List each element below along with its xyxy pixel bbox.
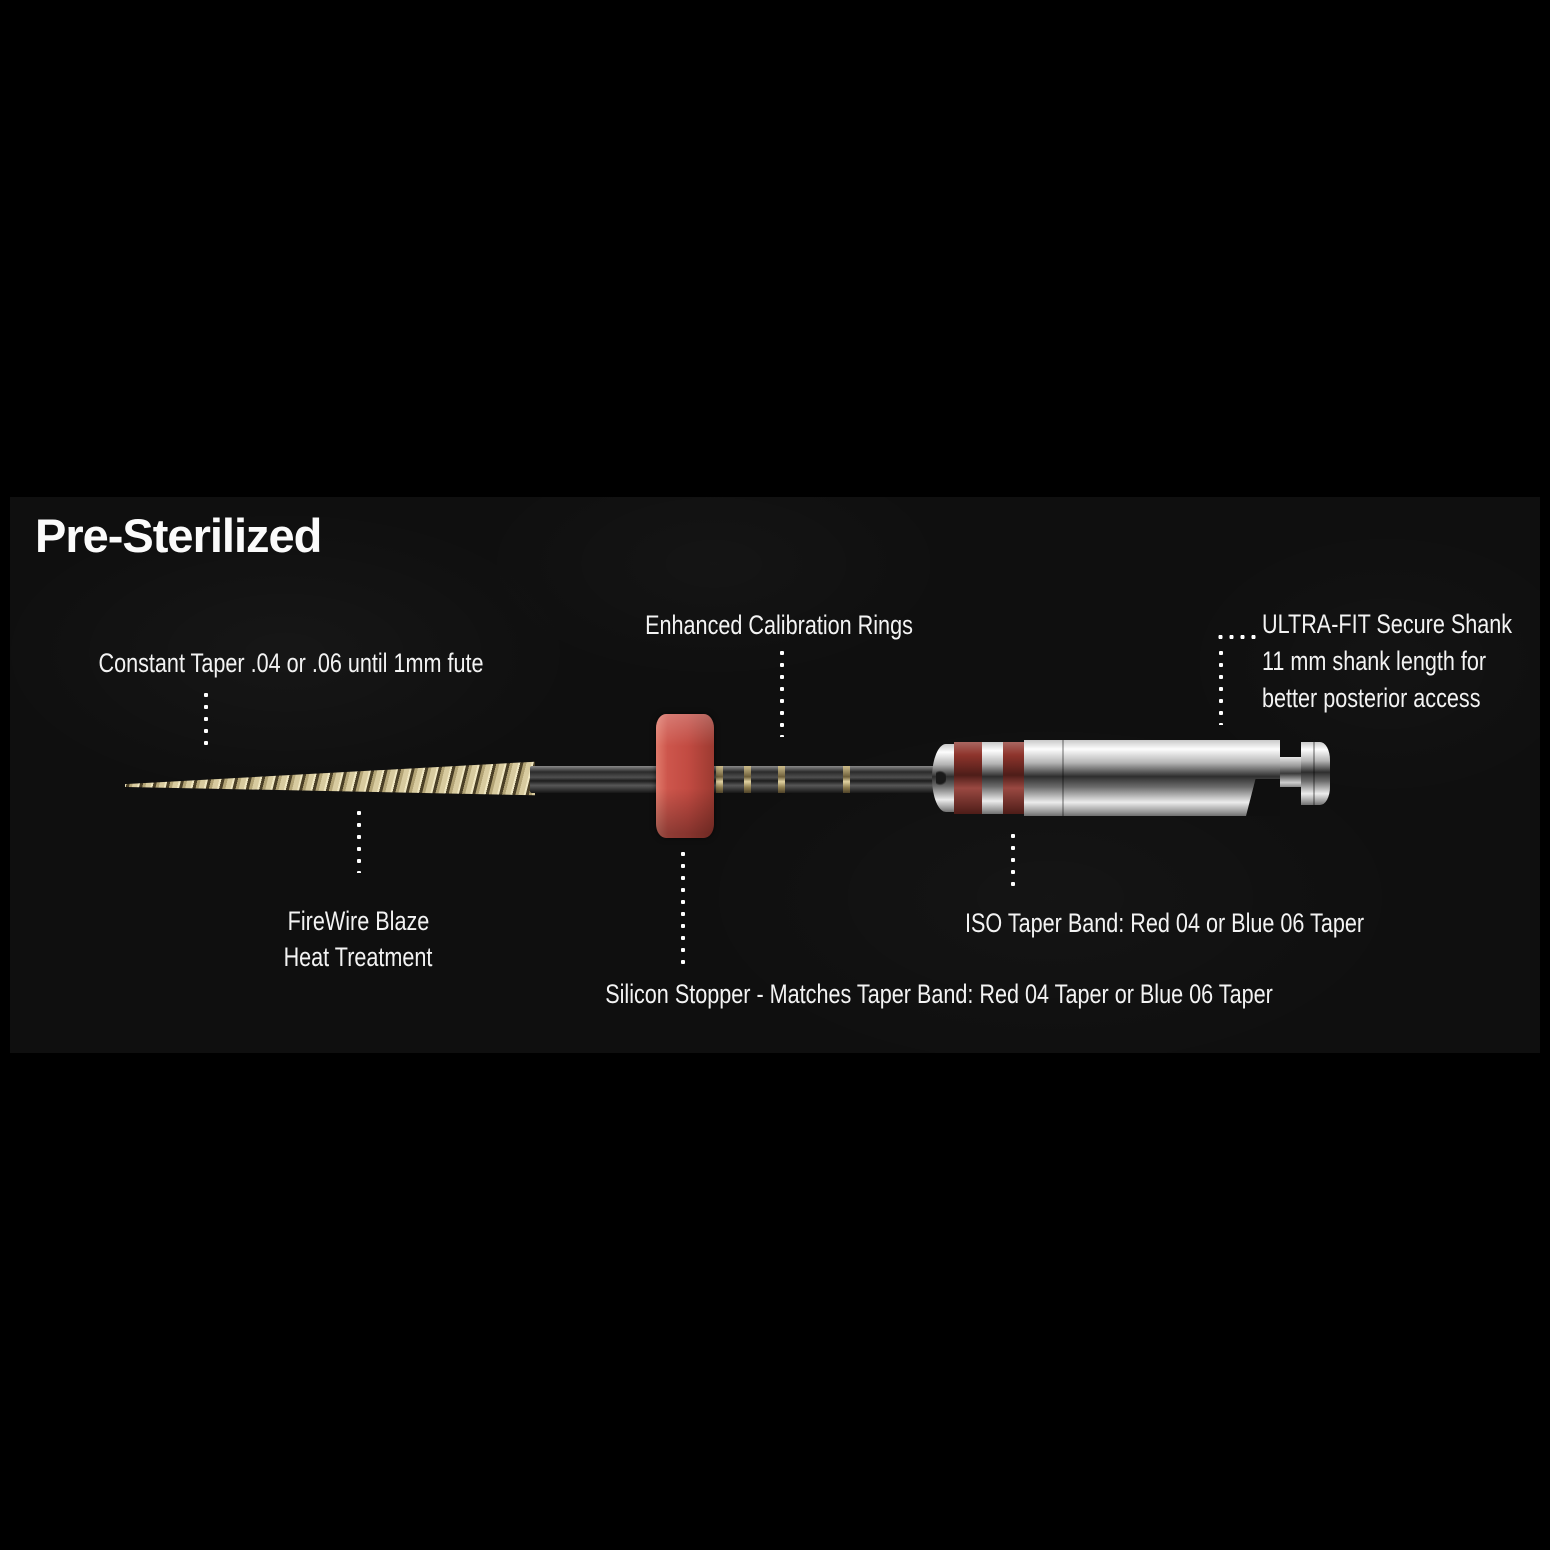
calibration-ring bbox=[744, 766, 751, 793]
silicon-stopper bbox=[656, 714, 714, 838]
shank-band-gap bbox=[982, 742, 1003, 814]
page-title: Pre-Sterilized bbox=[35, 509, 322, 562]
label-iso-taper-band bbox=[965, 905, 1464, 941]
leader-line-ultra-fit-vertical bbox=[1218, 647, 1224, 725]
label-calibration-rings bbox=[612, 607, 947, 643]
leader-line-calibration-rings bbox=[779, 647, 785, 737]
latch-flange bbox=[1301, 742, 1330, 805]
file-shaft bbox=[530, 766, 938, 793]
label-constant-taper bbox=[50, 645, 531, 681]
leader-line-firewire bbox=[356, 807, 362, 873]
iso-taper-band-narrow bbox=[1003, 742, 1024, 814]
latch-neck bbox=[1280, 757, 1301, 787]
label-firewire-line1: FireWire Blaze bbox=[287, 906, 429, 936]
label-constant-taper-text: Constant Taper .04 or .06 until 1mm fute bbox=[98, 648, 484, 678]
label-iso-taper-band-text: ISO Taper Band: Red 04 or Blue 06 Taper bbox=[965, 908, 1365, 938]
label-ultra-fit-line1: ULTRA-FIT Secure Shank bbox=[1262, 609, 1513, 639]
label-firewire-line2: Heat Treatment bbox=[283, 942, 433, 972]
label-ultra-fit-line2: 11 mm shank length for bbox=[1262, 646, 1487, 676]
calibration-ring bbox=[716, 766, 723, 793]
calibration-ring bbox=[843, 766, 850, 793]
label-silicon-stopper-text: Silicon Stopper - Matches Taper Band: Red 04 Taper or Blue 06 Taper bbox=[605, 979, 1273, 1009]
leader-line-iso-taper-band bbox=[1010, 830, 1016, 893]
latch-flange-groove bbox=[1313, 742, 1315, 805]
label-ultra-fit-line3: better posterior access bbox=[1262, 683, 1481, 713]
shank-seam bbox=[1062, 740, 1064, 816]
leader-line-silicon-stopper bbox=[680, 848, 686, 965]
leader-line-ultra-fit-horizontal bbox=[1215, 634, 1257, 640]
label-firewire bbox=[265, 903, 451, 975]
label-calibration-rings-text: Enhanced Calibration Rings bbox=[645, 610, 913, 640]
leader-line-constant-taper bbox=[203, 689, 209, 753]
iso-taper-band-wide bbox=[954, 742, 982, 814]
label-ultra-fit bbox=[1262, 606, 1550, 717]
label-silicon-stopper bbox=[522, 976, 1357, 1012]
calibration-ring bbox=[778, 766, 785, 793]
